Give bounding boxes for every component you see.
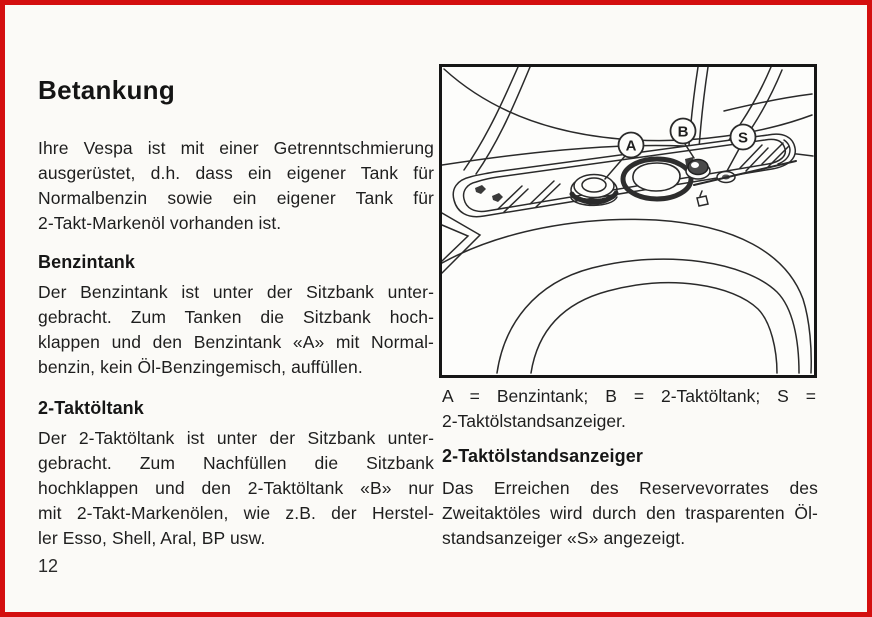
callout-b-label: B <box>677 123 689 141</box>
seat-strap-line <box>464 67 518 170</box>
oil-cap-b <box>686 160 710 180</box>
section-heading-benzintank: Benzintank <box>38 252 136 272</box>
seat-edge-curve <box>444 69 812 141</box>
page-title: Betankung <box>38 75 176 105</box>
fuel-cap-a <box>571 175 617 206</box>
intro-paragraph: Ihre Vespa ist mit einer Getrenntschmierung ausgerüstet, d.h. dass ein eigener Tank für Normalbenzin sowie ein eigener Tank für 2-Takt-Markenöl vorhanden ist. <box>38 138 434 233</box>
paragraph-2taktoeltank: Der 2-Taktöltank ist unter der Sitzbank unter- gebracht. Zum Nachfüllen die Sitzbank hochklappen und den 2-Taktöltank «B» nur mit 2-Takt-Markenölen, wie z.B. der Herstel- ler Esso, Shell, Aral, BP usw. <box>38 428 434 548</box>
fender-arc <box>442 219 811 373</box>
callout-b <box>671 119 696 144</box>
callout-s-label: S <box>737 129 749 147</box>
callout-a <box>619 133 644 158</box>
section-heading-2taktoeltank: 2-Taktöltank <box>38 398 144 418</box>
paragraph-benzintank: Der Benzintank ist unter der Sitzbank unter- gebracht. Zum Tanken die Sitzbank hoch- klappen und den Benzintank «A» mit Normal- benzin, kein Öl-Benzingemisch, auffüllen. <box>38 282 434 377</box>
vespa-underseat-illustration <box>442 67 814 375</box>
figure-caption: A = Benzintank; B = 2-Taktöltank; S = 2-Taktölstandsanzeiger. <box>442 386 816 431</box>
bolt-icon <box>697 191 708 206</box>
fender-arc <box>531 283 777 373</box>
seat-upper-line <box>724 94 812 111</box>
figure-box <box>439 64 817 378</box>
fender-arc <box>497 259 799 373</box>
callout-s <box>731 125 756 150</box>
paragraph-oil-level-indicator: Das Erreichen des Reservevorrates des Zweitaktöles wird durch den trasparenten Öl- standsanzeiger «S» angezeigt. <box>442 478 818 548</box>
section-heading-oil-level-indicator: 2-Taktölstandsanzeiger <box>442 446 643 466</box>
page-number: 12 <box>38 556 59 576</box>
seat-strap-line <box>476 67 530 174</box>
callout-a-label: A <box>625 137 637 155</box>
